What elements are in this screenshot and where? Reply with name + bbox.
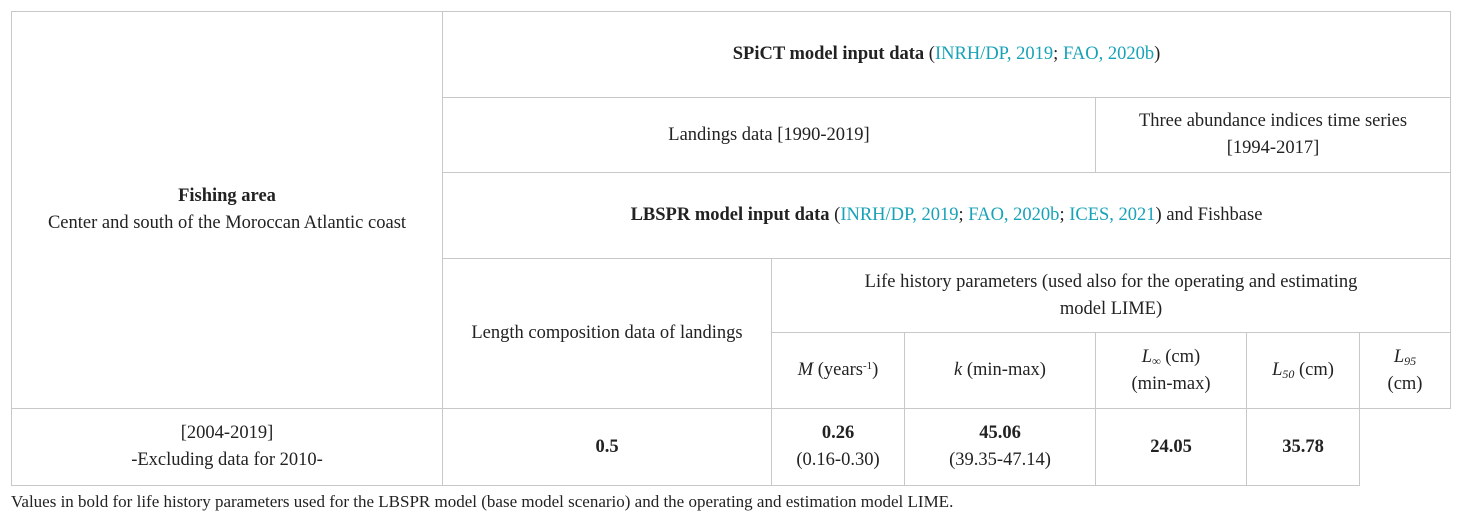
- param-header-l95: [1360, 333, 1451, 409]
- landings-text: Landings data [1990-2019]: [668, 124, 870, 145]
- spict-title: SPiCT model input data: [732, 44, 925, 64]
- param-l95-unit: (cm): [1387, 373, 1423, 394]
- lbspr-paren-open: (: [829, 205, 841, 225]
- life-history-line1: Life history parameters (used also for the operating and estimating: [864, 271, 1358, 292]
- spict-ref-link[interactable]: INRH/DP, 2019: [934, 44, 1054, 64]
- abundance-line1: Three abundance indices time series: [1138, 111, 1408, 131]
- spict-ref-separator: ;: [1053, 44, 1063, 64]
- length-composition-cell: [443, 259, 772, 409]
- lbspr-ref-link[interactable]: INRH/DP, 2019: [840, 205, 959, 225]
- spict-ref-link[interactable]: FAO, 2020b: [1062, 44, 1155, 64]
- param-linf-range-label: (min-max): [1131, 373, 1211, 394]
- period-line2: -Excluding data for 2010-: [131, 450, 323, 470]
- value-l50: 24.05: [1096, 409, 1247, 486]
- table-caption: Values in bold for life history parameters used for the LBSPR model (base model scenario) and the operating and estimation model LIME.: [11, 492, 954, 511]
- life-history-line2: model LIME): [1059, 298, 1163, 319]
- period-cell: [12, 409, 443, 486]
- abundance-cell: [1096, 98, 1451, 173]
- param-m-exponent: -1: [862, 360, 873, 372]
- param-l50-subscript: 50: [1282, 367, 1295, 381]
- param-linf-symbol: L: [1141, 346, 1153, 367]
- lbspr-ref-separator: ;: [1059, 205, 1070, 225]
- param-m-unit-close: ): [872, 360, 879, 380]
- period-line1: [2004-2019]: [180, 423, 274, 443]
- param-l50-unit: (cm): [1294, 360, 1334, 380]
- param-k-unit: (min-max): [962, 360, 1046, 380]
- param-m-symbol: M: [797, 360, 814, 380]
- param-l95-subscript: 95: [1404, 353, 1417, 368]
- lbspr-title: LBSPR model input data: [630, 205, 830, 225]
- lbspr-ref-separator: ;: [958, 205, 969, 225]
- value-linf-range: (39.35-47.14): [949, 450, 1051, 470]
- value-m: 0.5: [443, 409, 772, 486]
- abundance-line2: [1994-2017]: [1226, 138, 1320, 158]
- fishing-area-cell: [12, 12, 443, 409]
- param-header-linf: [1096, 333, 1247, 409]
- lbspr-ref-link[interactable]: FAO, 2020b: [968, 205, 1060, 225]
- value-linf: 45.06: [979, 423, 1021, 443]
- param-header-m: [772, 333, 905, 409]
- param-l95-symbol: L: [1393, 346, 1405, 367]
- spict-paren-open: (: [924, 44, 935, 64]
- lbspr-header-cell: [443, 173, 1451, 259]
- param-linf-subscript: ∞: [1152, 353, 1161, 368]
- length-composition-text: Length composition data of landings: [471, 323, 743, 343]
- param-l50-symbol: L: [1272, 360, 1283, 380]
- value-k: 0.26: [821, 423, 855, 443]
- value-linf-cell: [905, 409, 1096, 486]
- lbspr-tail: ) and Fishbase: [1155, 205, 1263, 225]
- landings-cell: [443, 98, 1096, 173]
- param-m-unit: (years: [813, 360, 863, 380]
- value-k-cell: [772, 409, 905, 486]
- param-linf-unit: (cm): [1160, 346, 1201, 367]
- param-k-symbol: k: [954, 360, 963, 380]
- lbspr-ref-link[interactable]: ICES, 2021: [1069, 205, 1156, 225]
- value-k-range: (0.16-0.30): [796, 450, 880, 470]
- fishing-area-heading: Fishing area: [178, 186, 276, 206]
- fishing-area-subtext: Center and south of the Moroccan Atlantic coast: [47, 213, 407, 233]
- param-header-l50: [1247, 333, 1360, 409]
- life-history-cell: [772, 259, 1451, 333]
- value-l95: 35.78: [1247, 409, 1360, 486]
- spict-header-cell: [443, 12, 1451, 98]
- spict-paren-close: ): [1154, 44, 1161, 64]
- input-data-table: [11, 11, 1451, 486]
- param-header-k: [905, 333, 1096, 409]
